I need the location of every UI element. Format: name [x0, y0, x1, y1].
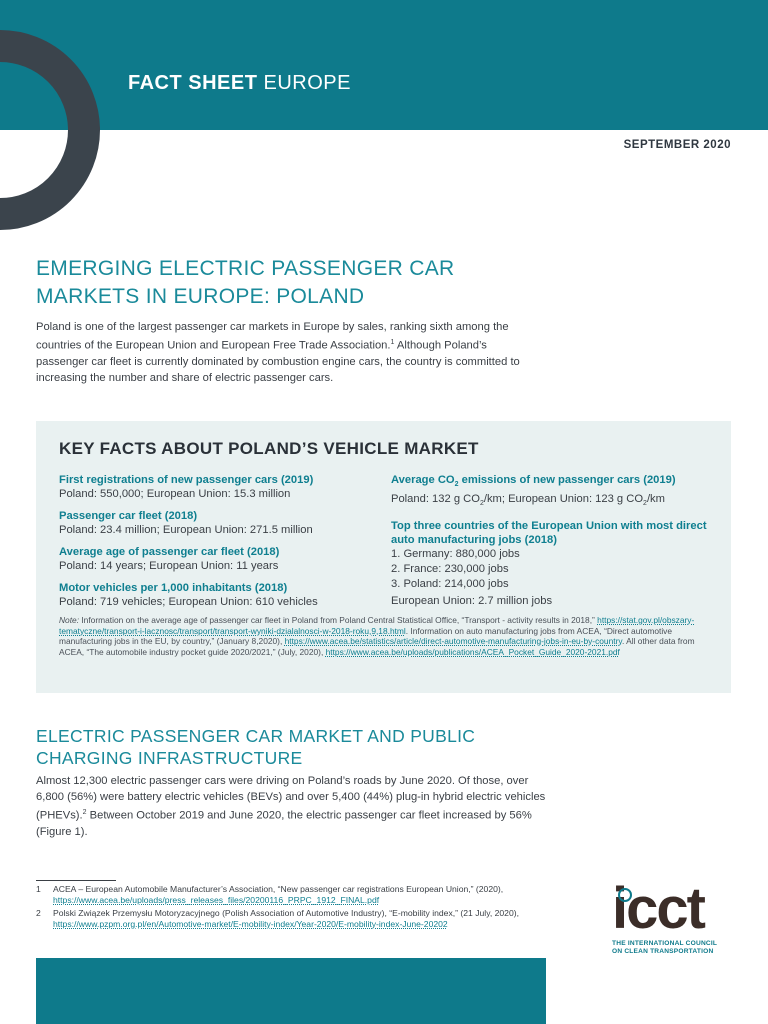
footnote-number: 1: [36, 884, 41, 894]
fact-label: First registrations of new passenger cars (2019): [59, 474, 314, 486]
note-text: Information on the average age of passenger car fleet in Poland from Poland Central Statistical Office, “Transport - activity results in 2018,”: [79, 615, 598, 625]
footnote-link-pzpm[interactable]: https://www.pzpm.org.pl/en/Automotive-market/E-mobility-index/Year-2020/E-mobility-index-June-20202: [53, 918, 448, 929]
co2-label-part: Average CO: [391, 474, 455, 486]
logo-dot-icon: [618, 888, 632, 902]
page-title-line-2: MARKETS IN EUROPE: POLAND: [36, 285, 365, 308]
footnote-ref-1[interactable]: 1: [390, 339, 395, 346]
key-facts-heading: KEY FACTS ABOUT POLAND’S VEHICLE MARKET: [59, 439, 479, 458]
fact-label: Passenger car fleet (2018): [59, 510, 198, 522]
fact-item-top3: [391, 519, 721, 609]
page-title: [36, 255, 596, 311]
icct-logo: [612, 876, 737, 956]
footnote-1: [36, 884, 541, 905]
brand-light: EUROPE: [263, 72, 351, 94]
list-item: 2. France: 230,000 jobs: [391, 563, 509, 576]
logo-tagline-line-2: ON CLEAN TRANSPORTATION: [612, 948, 714, 955]
section-text-2: Between October 2019 and June 2020, the electric passenger car fleet increased by 56% (Figure 1).: [36, 809, 532, 838]
co2-subscript: 2: [479, 500, 484, 508]
list-item: 3. Poland: 214,000 jobs: [391, 578, 509, 591]
fact-value: Poland: 14 years; European Union: 11 years: [59, 560, 279, 572]
fact-item: [59, 509, 379, 537]
logo-wordmark: [612, 876, 737, 941]
fact-item: [59, 473, 379, 501]
logo-word: icct: [612, 876, 704, 941]
co2-value: [391, 492, 721, 511]
intro-text: Poland is one of the largest passenger car markets in Europe by sales, ranking sixth among the countries of the European Union and European Free Trade Association.: [36, 321, 509, 352]
fact-item: [59, 545, 379, 573]
section-title-line-1: ELECTRIC PASSENGER CAR MARKET AND PUBLIC: [36, 726, 476, 746]
section-paragraph: [36, 773, 551, 840]
note-text: . Information on auto manufacturing jobs from ACEA, “Direct automotive manufacturing jobs in the EU, by country,” (January 8,2020),: [59, 625, 673, 646]
note-text: . All other data from ACEA, “The automobile industry pocket guide 2020/2021,” (July, 2020),: [59, 636, 695, 657]
section-text: Almost 12,300 electric passenger cars were driving on Poland’s roads by June 2020. Of those, over 6,800 (56%) were battery electric vehicles (BEVs) and over 5,400 (44%) plug-in hybrid electric vehicles (PHEVs).: [36, 775, 546, 822]
note-label: Note:: [59, 615, 80, 625]
intro-text-2: Although Poland’s passenger car fleet is currently dominated by combustion engine cars, the country is committed to increasing the number and share of electric passenger cars.: [36, 339, 520, 384]
footnote-divider: [36, 880, 116, 881]
fact-value: Poland: 550,000; European Union: 15.3 million: [59, 488, 291, 500]
key-facts-right-column: [391, 473, 721, 609]
footnote-number: 2: [36, 908, 41, 918]
fact-label: Average age of passenger car fleet (2018): [59, 546, 280, 558]
co2-label-part: emissions of new passenger cars (2019): [458, 474, 676, 486]
footnote-link-acea[interactable]: https://www.acea.be/uploads/press_releases_files/20200116_PRPC_1912_FINAL.pdf: [53, 894, 380, 905]
footnote-2: [36, 908, 541, 929]
key-facts-note: [59, 615, 709, 657]
eu-jobs-total: European Union: 2.7 million jobs: [391, 595, 553, 608]
footnote-ref-2[interactable]: 2: [82, 809, 87, 816]
note-link-stat-gov[interactable]: https://stat.gov.pl/obszary-tematyczne/transport-i-lacznosc/transport/transport-wyniki-dzialalnosci-w-2018-roku,9,18.html: [59, 615, 695, 636]
fact-value: Poland: 719 vehicles; European Union: 610 vehicles: [59, 596, 318, 608]
fact-label: Motor vehicles per 1,000 inhabitants (2018): [59, 582, 288, 594]
fact-item-co2: [391, 473, 721, 511]
page-title-line-1: EMERGING ELECTRIC PASSENGER CAR: [36, 257, 455, 280]
co2-subscript: 2: [643, 500, 647, 508]
note-link-acea-guide[interactable]: https://www.acea.be/uploads/publications/ACEA_Pocket_Guide_2020-2021.pdf: [325, 646, 620, 657]
brand-bold: FACT SHEET: [128, 72, 258, 94]
header-band: [0, 0, 768, 130]
footer-band: [36, 958, 546, 1024]
list-item: 1. Germany: 880,000 jobs: [391, 548, 520, 561]
decorative-ring: [0, 30, 100, 230]
section-title-line-2: CHARGING INFRASTRUCTURE: [36, 748, 303, 768]
footnote-text: ACEA – European Automobile Manufacturer’s Association, “New passenger car registrations European Union,” (2020),: [53, 884, 504, 894]
co2-label: [391, 473, 721, 492]
publication-date: SEPTEMBER 2020: [623, 139, 731, 151]
logo-tagline: [612, 940, 737, 956]
intro-paragraph: [36, 319, 536, 386]
key-facts-box: [36, 421, 731, 693]
co2-value-part: /km; European Union: 123 g CO: [483, 493, 644, 506]
key-facts-left-column: [59, 473, 379, 617]
co2-subscript: 2: [454, 481, 459, 489]
logo-tagline-line-1: THE INTERNATIONAL COUNCIL: [612, 940, 718, 947]
footnote-text: Polski Związek Przemysłu Motoryzacyjnego (Polish Association of Automotive Industry), “E-mobility index,” (21 July, 2020),: [53, 908, 519, 918]
top3-label: Top three countries of the European Union with most direct auto manufacturing jobs (2018): [391, 520, 707, 547]
section-title: [36, 725, 596, 769]
fact-value: Poland: 23.4 million; European Union: 271.5 million: [59, 524, 313, 536]
note-link-acea-jobs[interactable]: https://www.acea.be/statistics/article/direct-automotive-manufacturing-jobs-in-eu-by-country: [284, 636, 622, 646]
fact-sheet-brand: [128, 72, 351, 95]
co2-value-part: /km: [646, 493, 665, 506]
fact-item: [59, 581, 379, 609]
co2-value-part: Poland: 132 g CO: [391, 493, 480, 506]
